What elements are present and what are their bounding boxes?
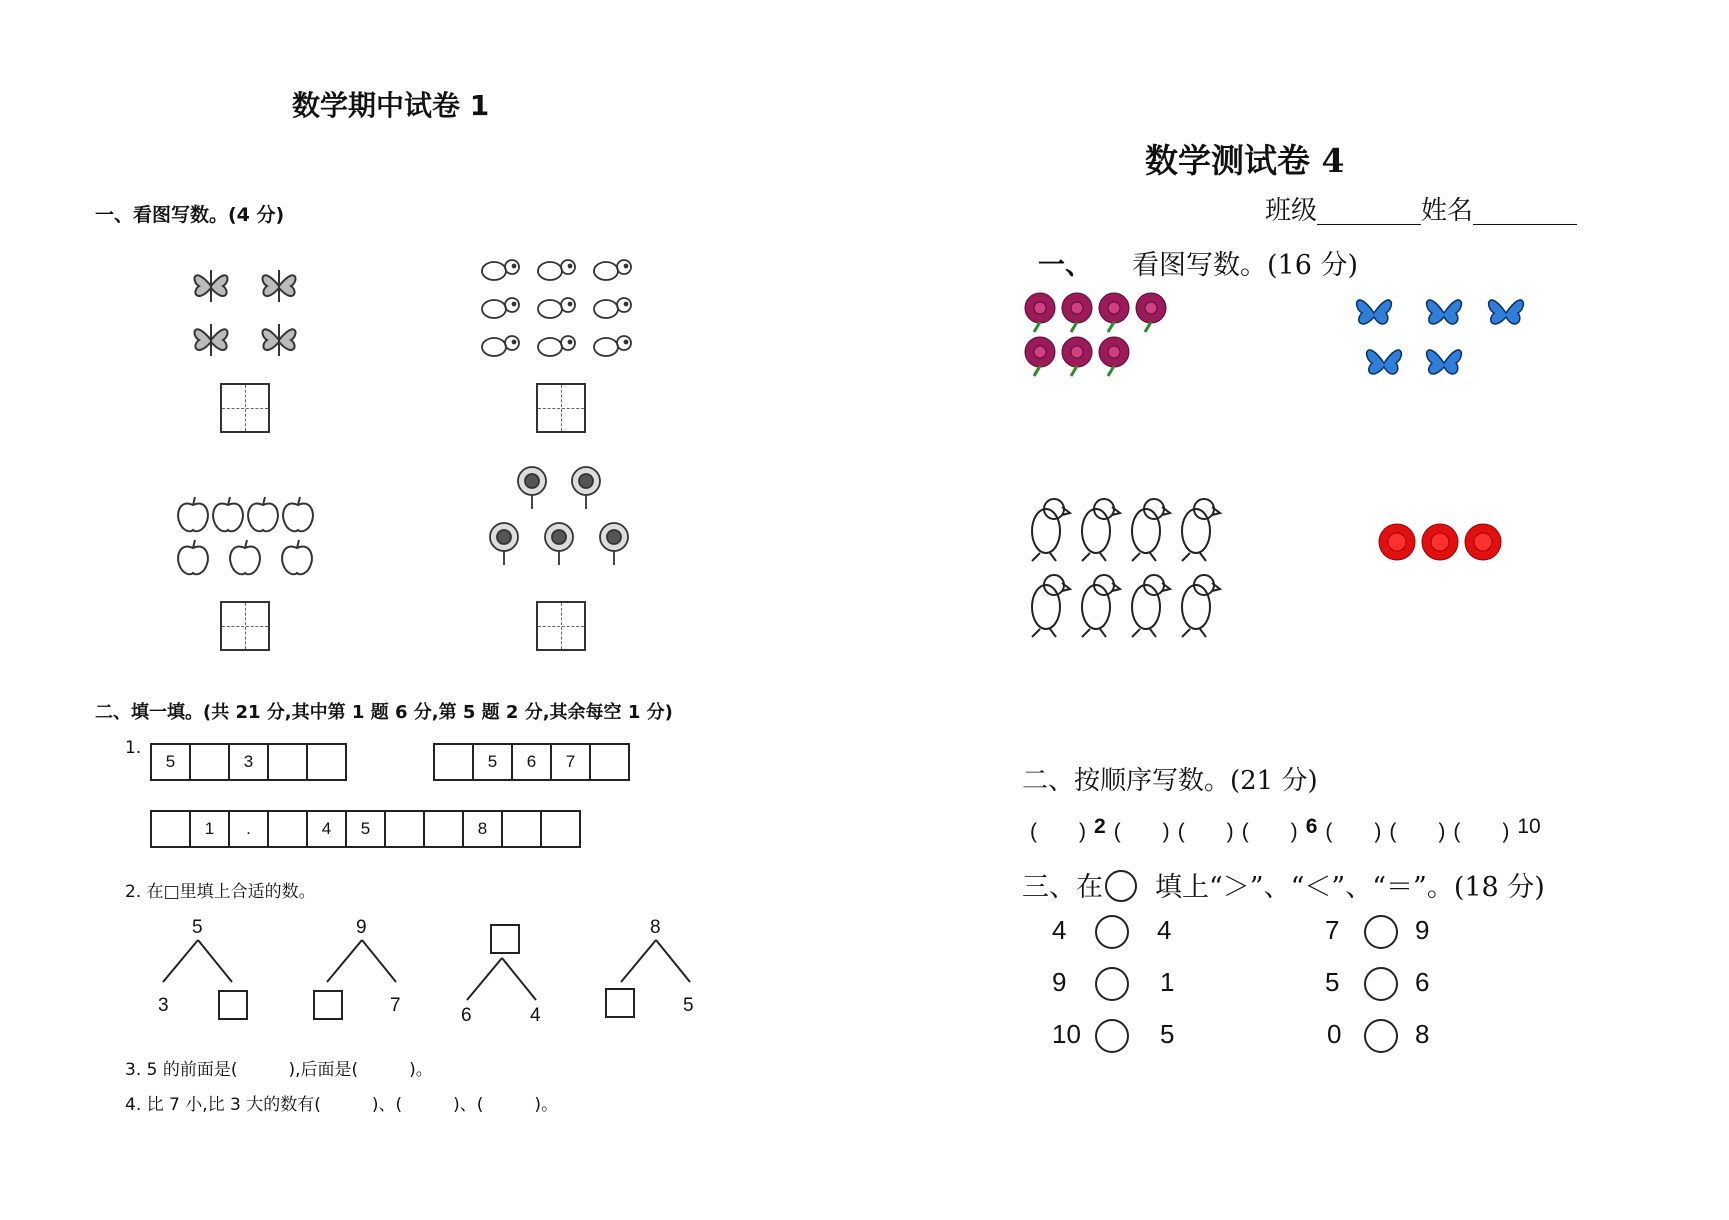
strip-cell[interactable]	[542, 812, 579, 846]
seq-blank[interactable]: ( )	[1241, 820, 1298, 843]
strip-cell[interactable]: 4	[308, 812, 347, 846]
strip-cell[interactable]: 7	[552, 745, 591, 779]
strip-cell[interactable]	[152, 812, 191, 846]
strip-cell[interactable]: 6	[513, 745, 552, 779]
right-exam-title: 数学测试卷 4	[1145, 141, 1345, 180]
class-blank[interactable]: ________	[1317, 196, 1422, 226]
number-strip-a	[150, 743, 347, 781]
answer-box-butterflies[interactable]	[220, 383, 270, 433]
name-blank[interactable]: ________	[1473, 196, 1578, 226]
answer-box-sunflowers[interactable]	[536, 601, 586, 651]
butterfly-icon	[1350, 285, 1540, 390]
butterfly-icon	[185, 262, 315, 367]
compare-b: 1	[1160, 967, 1175, 997]
left-exam-title: 数学期中试卷 1	[292, 89, 490, 122]
tree-4-right: 5	[683, 995, 694, 1016]
compare-a: 0	[1327, 1019, 1342, 1049]
compare-circle[interactable]	[1364, 1019, 1398, 1053]
strip-cell[interactable]: 5	[152, 745, 191, 779]
class-label: 班级	[1265, 196, 1318, 226]
tree-2-right: 7	[390, 995, 401, 1016]
seq-blank[interactable]: ( )	[1325, 820, 1382, 843]
circle-icon	[1105, 870, 1137, 902]
squirrel-icon	[478, 253, 648, 365]
strip-cell[interactable]: 5	[474, 745, 513, 779]
strip-cell[interactable]	[503, 812, 542, 846]
compare-a: 10	[1052, 1019, 1081, 1049]
compare-a: 4	[1052, 915, 1067, 945]
class-name-line	[1265, 190, 1577, 227]
strip-cell[interactable]: 5	[347, 812, 386, 846]
number-strip-c	[150, 810, 581, 848]
strip-cell[interactable]: 8	[464, 812, 503, 846]
strip-cell[interactable]	[591, 745, 628, 779]
tree-2-top: 9	[356, 917, 367, 938]
strip-cell[interactable]	[386, 812, 425, 846]
seq-blank[interactable]: ( )	[1453, 820, 1510, 843]
compare-circle[interactable]	[1095, 915, 1129, 949]
seq-blank[interactable]: ( )	[1389, 820, 1446, 843]
left-section1-heading: 一、看图写数。(4 分)	[95, 204, 285, 226]
tree-3-right: 4	[530, 1005, 541, 1026]
strip-cell[interactable]: 1	[191, 812, 230, 846]
strip-cell[interactable]	[269, 812, 308, 846]
compare-b: 6	[1415, 967, 1430, 997]
compare-b: 4	[1157, 915, 1172, 945]
strip-cell[interactable]	[435, 745, 474, 779]
seq-value: 2	[1094, 815, 1106, 838]
strip-cell[interactable]	[308, 745, 345, 779]
tree-3-top-box[interactable]	[490, 924, 520, 954]
compare-circle[interactable]	[1095, 1019, 1129, 1053]
answer-box-squirrels[interactable]	[536, 383, 586, 433]
tree-1-right-box[interactable]	[218, 990, 248, 1020]
strip-cell[interactable]	[269, 745, 308, 779]
right-section1-heading	[1038, 243, 1358, 282]
rose-icon	[1375, 520, 1515, 565]
right-section3-heading	[1022, 865, 1545, 904]
parrot-icon	[1022, 495, 1232, 640]
answer-box-apples[interactable]	[220, 601, 270, 651]
apple-icon	[174, 495, 324, 580]
left-apple-group	[174, 495, 324, 580]
name-label: 姓名	[1421, 196, 1474, 226]
compare-b: 9	[1415, 915, 1430, 945]
left-section2-heading: 二、填一填。(共 21 分,其中第 1 题 6 分,第 5 题 2 分,其余每空 1 分)	[95, 702, 673, 723]
strip-cell[interactable]: .	[230, 812, 269, 846]
tree-4-top: 8	[650, 917, 661, 938]
seq-value: 6	[1305, 815, 1318, 838]
compare-a: 7	[1325, 915, 1340, 945]
left-butterfly-group	[185, 262, 315, 367]
compare-b: 5	[1160, 1019, 1175, 1049]
q2-label: 2. 在□里填上合适的数。	[125, 882, 316, 902]
right-section2-heading: 二、按顺序写数。(21 分)	[1022, 766, 1318, 796]
tree-4-left-box[interactable]	[605, 988, 635, 1018]
tree-3-left: 6	[461, 1005, 472, 1026]
strip-cell[interactable]	[425, 812, 464, 846]
compare-circle[interactable]	[1364, 915, 1398, 949]
section3-heading-b: 填上“＞”、“＜”、“＝”。(18 分)	[1155, 872, 1545, 903]
seq-value: 10	[1517, 815, 1541, 838]
q4-text: 4. 比 7 小,比 3 大的数有( )、( )、( )。	[125, 1095, 559, 1115]
right-section1-num: 一、	[1038, 250, 1092, 281]
compare-b: 8	[1415, 1019, 1430, 1049]
strip-cell[interactable]	[191, 745, 230, 779]
compare-circle[interactable]	[1095, 967, 1129, 1001]
q1-label: 1.	[125, 738, 142, 758]
tree-2-left-box[interactable]	[313, 990, 343, 1020]
seq-blank[interactable]: ( )	[1113, 820, 1170, 843]
left-squirrel-group	[478, 253, 648, 365]
tree-1-top: 5	[192, 917, 203, 938]
q3-text: 3. 5 的前面是( ),后面是( )。	[125, 1060, 433, 1080]
tree-1-left: 3	[158, 995, 169, 1016]
compare-circle[interactable]	[1364, 967, 1398, 1001]
number-strip-b	[433, 743, 630, 781]
seq-blank[interactable]: ( )	[1177, 820, 1234, 843]
compare-a: 9	[1052, 967, 1067, 997]
right-section1-text: 看图写数。(16 分)	[1132, 250, 1359, 281]
sunflower-icon	[488, 465, 638, 577]
sequence-row	[1030, 815, 1541, 845]
flower-icon	[1022, 290, 1182, 385]
section3-heading-a: 三、在	[1022, 872, 1103, 903]
compare-a: 5	[1325, 967, 1340, 997]
strip-cell[interactable]: 3	[230, 745, 269, 779]
left-sunflower-group	[488, 465, 638, 577]
seq-blank[interactable]: ( )	[1030, 820, 1086, 843]
